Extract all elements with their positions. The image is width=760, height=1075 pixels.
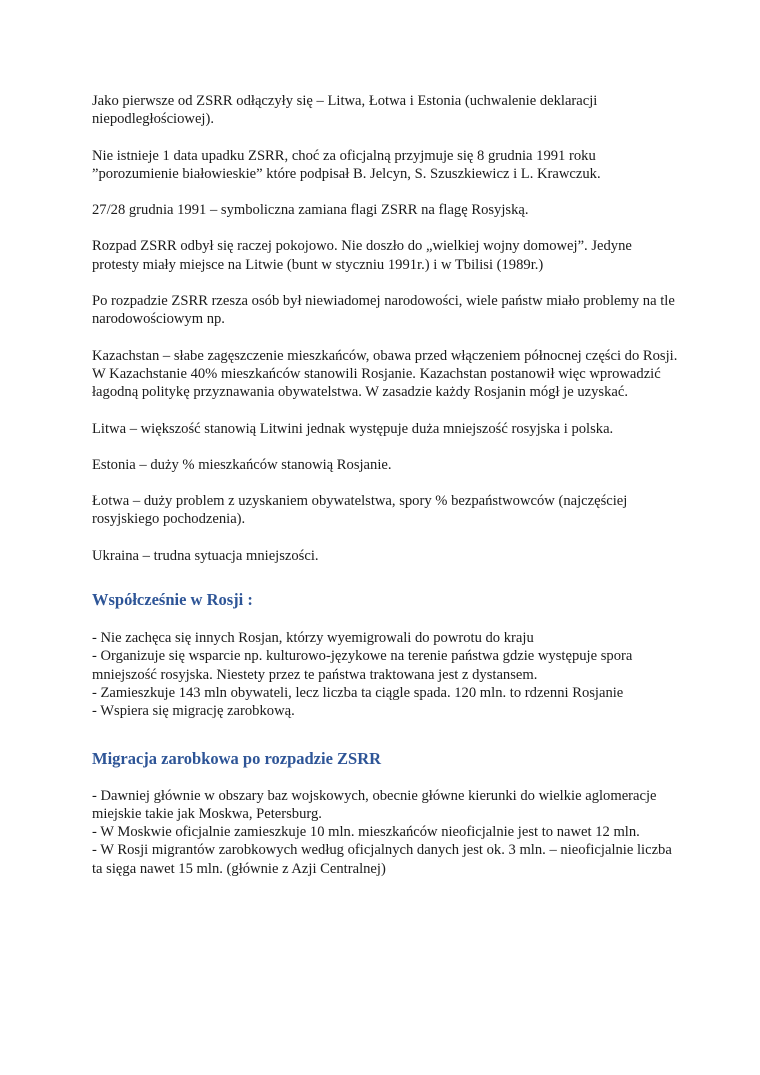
section-labor-migration — [92, 787, 682, 878]
document-body — [92, 92, 682, 878]
paragraph-latvia: Łotwa – duży problem z uzyskaniem obywatelstwa, spory % bezpaństwowców (najczęściej rosyjskiego pochodzenia). — [92, 493, 628, 528]
paragraph-nationality-problems: Po rozpadzie ZSRR rzesza osób był niewiadomej narodowości, wiele państw miało problemy na tle narodowościowym np. — [92, 293, 675, 328]
heading-labor-migration: Migracja zarobkowa po rozpadzie ZSRR — [92, 748, 382, 768]
list-line: - Nie zachęca się innych Rosjan, którzy wyemigrowali do powrotu do kraju — [92, 630, 534, 647]
list-line: - W Moskwie oficjalnie zamieszkuje 10 mln. mieszkańców nieoficjalnie jest to nawet 12 mln. — [92, 824, 640, 841]
paragraph-baltic-independence: Jako pierwsze od ZSRR odłączyły się – Litwa, Łotwa i Estonia (uchwalenie deklaracji niepodległościowej). — [92, 93, 598, 128]
paragraph-lithuania: Litwa – większość stanowią Litwini jednak występuje duża mniejszość rosyjska i polska. — [92, 420, 614, 437]
paragraph-peaceful-dissolution: Rozpad ZSRR odbył się raczej pokojowo. Nie doszło do „wielkiej wojny domowej”. Jedyne protesty miały miejsce na Litwie (bunt w styczniu 1991r.) i w Tbilisi (1989r.) — [92, 238, 632, 273]
paragraph-kazakhstan: Kazachstan – słabe zagęszczenie mieszkańców, obawa przed włączeniem północnej części do Rosji. W Kazachstanie 40% mieszkańców stanowili Rosjanie. Kazachstan postanowił więc wprowadzić łagodną politykę przyznawania obywatelstwa. W zasadzie każdy Rosjanin mógł je uzyskać. — [92, 347, 678, 401]
list-line: - Organizuje się wsparcie np. kulturowo-językowe na terenie państwa gdzie występuje spora mniejszość rosyjska. Niestety przez te państwa traktowana jest z dystansem. — [92, 648, 633, 683]
heading-contemporary-russia: Współcześnie w Rosji : — [92, 590, 253, 610]
paragraph-ussr-collapse-date: Nie istnieje 1 data upadku ZSRR, choć za oficjalną przyjmuje się 8 grudnia 1991 roku ”porozumienie białowieskie” które podpisał B. Jelcyn, S. Szuszkiewicz i L. Krawczuk. — [92, 147, 601, 182]
list-line: - W Rosji migrantów zarobkowych według oficjalnych danych jest ok. 3 mln. – nieoficjalnie liczba ta sięga nawet 15 mln. (głównie z Azji Centralnej) — [92, 842, 672, 877]
section-contemporary-russia — [92, 629, 682, 720]
paragraph-estonia: Estonia – duży % mieszkańców stanowią Rosjanie. — [92, 456, 392, 473]
paragraph-flag-change: 27/28 grudnia 1991 – symboliczna zamiana flagi ZSRR na flagę Rosyjską. — [92, 202, 529, 219]
list-line: - Dawniej głównie w obszary baz wojskowych, obecnie główne kierunki do wielkie aglomeracje miejskie takie jak Moskwa, Petersburg. — [92, 787, 657, 822]
paragraph-ukraine: Ukraina – trudna sytuacja mniejszości. — [92, 547, 319, 564]
list-line: - Wspiera się migrację zarobkową. — [92, 703, 295, 720]
list-line: - Zamieszkuje 143 mln obywateli, lecz liczba ta ciągle spada. 120 mln. to rdzenni Rosjanie — [92, 684, 624, 701]
